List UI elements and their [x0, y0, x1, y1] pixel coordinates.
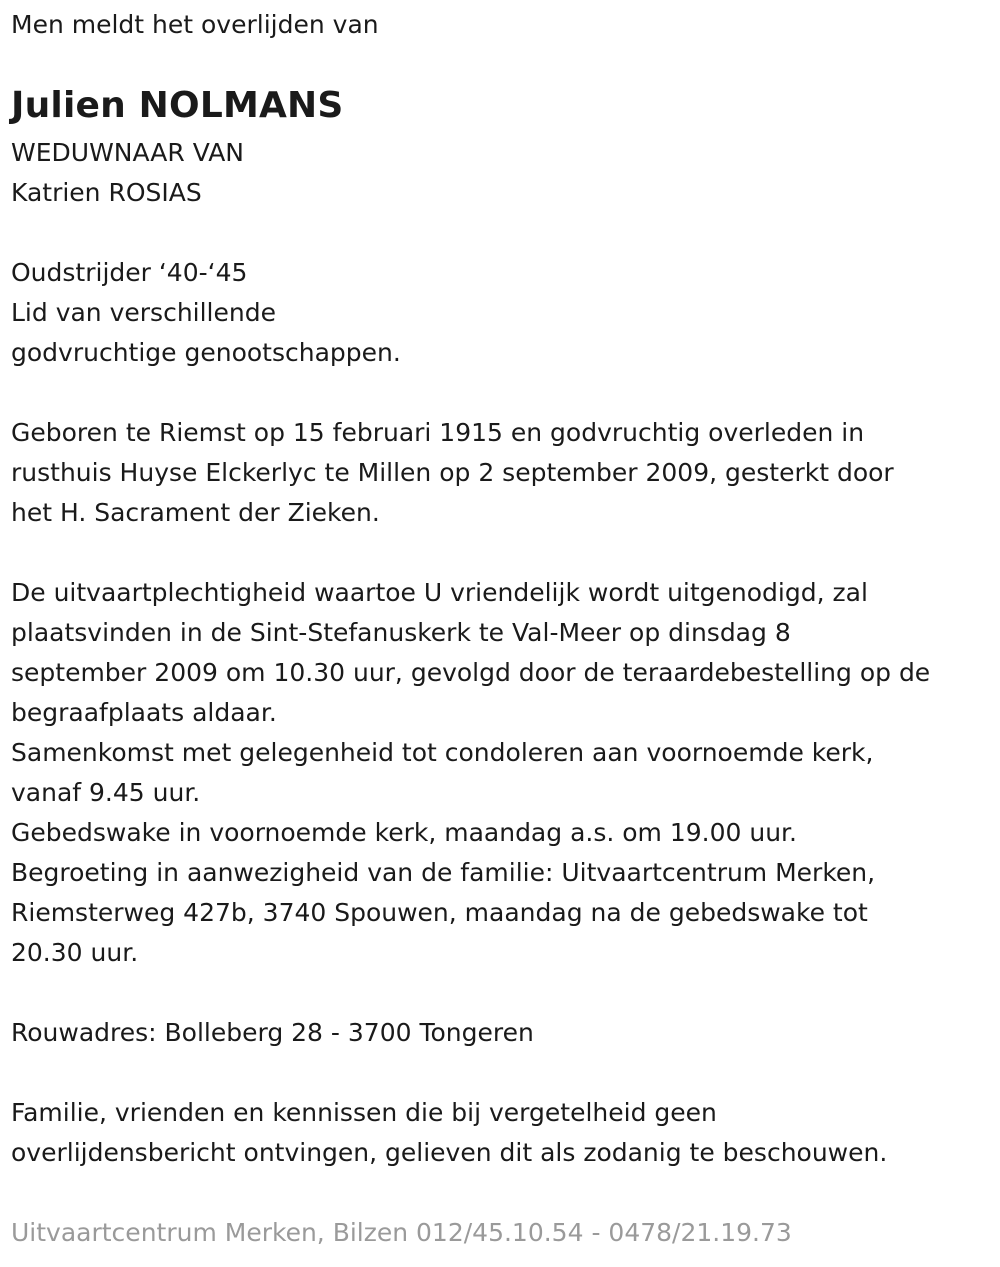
mourning-address	[11, 1013, 534, 1053]
title-line: godvruchtige genootschappen.	[11, 338, 401, 367]
intro-text: Men meldt het overlijden van	[11, 10, 379, 39]
paragraph-line: september 2009 om 10.30 uur, gevolgd door de teraardebestelling op de	[11, 658, 931, 687]
paragraph-line: het H. Sacrament der Zieken.	[11, 498, 380, 527]
paragraph-line: overlijdensbericht ontvingen, gelieven dit als zodanig te beschouwen.	[11, 1138, 888, 1167]
paragraph-line: Geboren te Riemst op 15 februari 1915 en godvruchtig overleden in	[11, 418, 865, 447]
deceased-name: Julien NOLMANS	[11, 85, 344, 126]
spouse-block	[11, 133, 244, 213]
paragraph-line: Samenkomst met gelegenheid tot condoleren aan voornoemde kerk,	[11, 738, 874, 767]
birth-death-paragraph	[11, 413, 894, 533]
address-line: Rouwadres: Bolleberg 28 - 3700 Tongeren	[11, 1018, 534, 1047]
spouse-name: Katrien ROSIAS	[11, 178, 202, 207]
paragraph-line: rusthuis Huyse Elckerlyc te Millen op 2 september 2009, gesterkt door	[11, 458, 894, 487]
footer-text: Uitvaartcentrum Merken, Bilzen 012/45.10.54 - 0478/21.19.73	[11, 1218, 792, 1247]
paragraph-line: De uitvaartplechtigheid waartoe U vriendelijk wordt uitgenodigd, zal	[11, 578, 868, 607]
funeral-paragraph	[11, 573, 930, 973]
paragraph-line: Gebedswake in voornoemde kerk, maandag a.s. om 19.00 uur.	[11, 818, 797, 847]
notice-note	[11, 1093, 887, 1173]
relation-label: WEDUWNAAR VAN	[11, 138, 245, 167]
paragraph-line: Riemsterweg 427b, 3740 Spouwen, maandag na de gebedswake tot	[11, 898, 868, 927]
paragraph-line: vanaf 9.45 uur.	[11, 778, 201, 807]
funeral-home-footer	[11, 1213, 792, 1253]
paragraph-line: Familie, vrienden en kennissen die bij vergetelheid geen	[11, 1098, 717, 1127]
title-line: Lid van verschillende	[11, 298, 276, 327]
paragraph-line: 20.30 uur.	[11, 938, 139, 967]
paragraph-line: plaatsvinden in de Sint-Stefanuskerk te Val-Meer op dinsdag 8	[11, 618, 791, 647]
title-line: Oudstrijder ‘40-‘45	[11, 258, 248, 287]
paragraph-line: Begroeting in aanwezigheid van de familie: Uitvaartcentrum Merken,	[11, 858, 876, 887]
titles-block	[11, 253, 401, 373]
paragraph-line: begraafplaats aldaar.	[11, 698, 277, 727]
